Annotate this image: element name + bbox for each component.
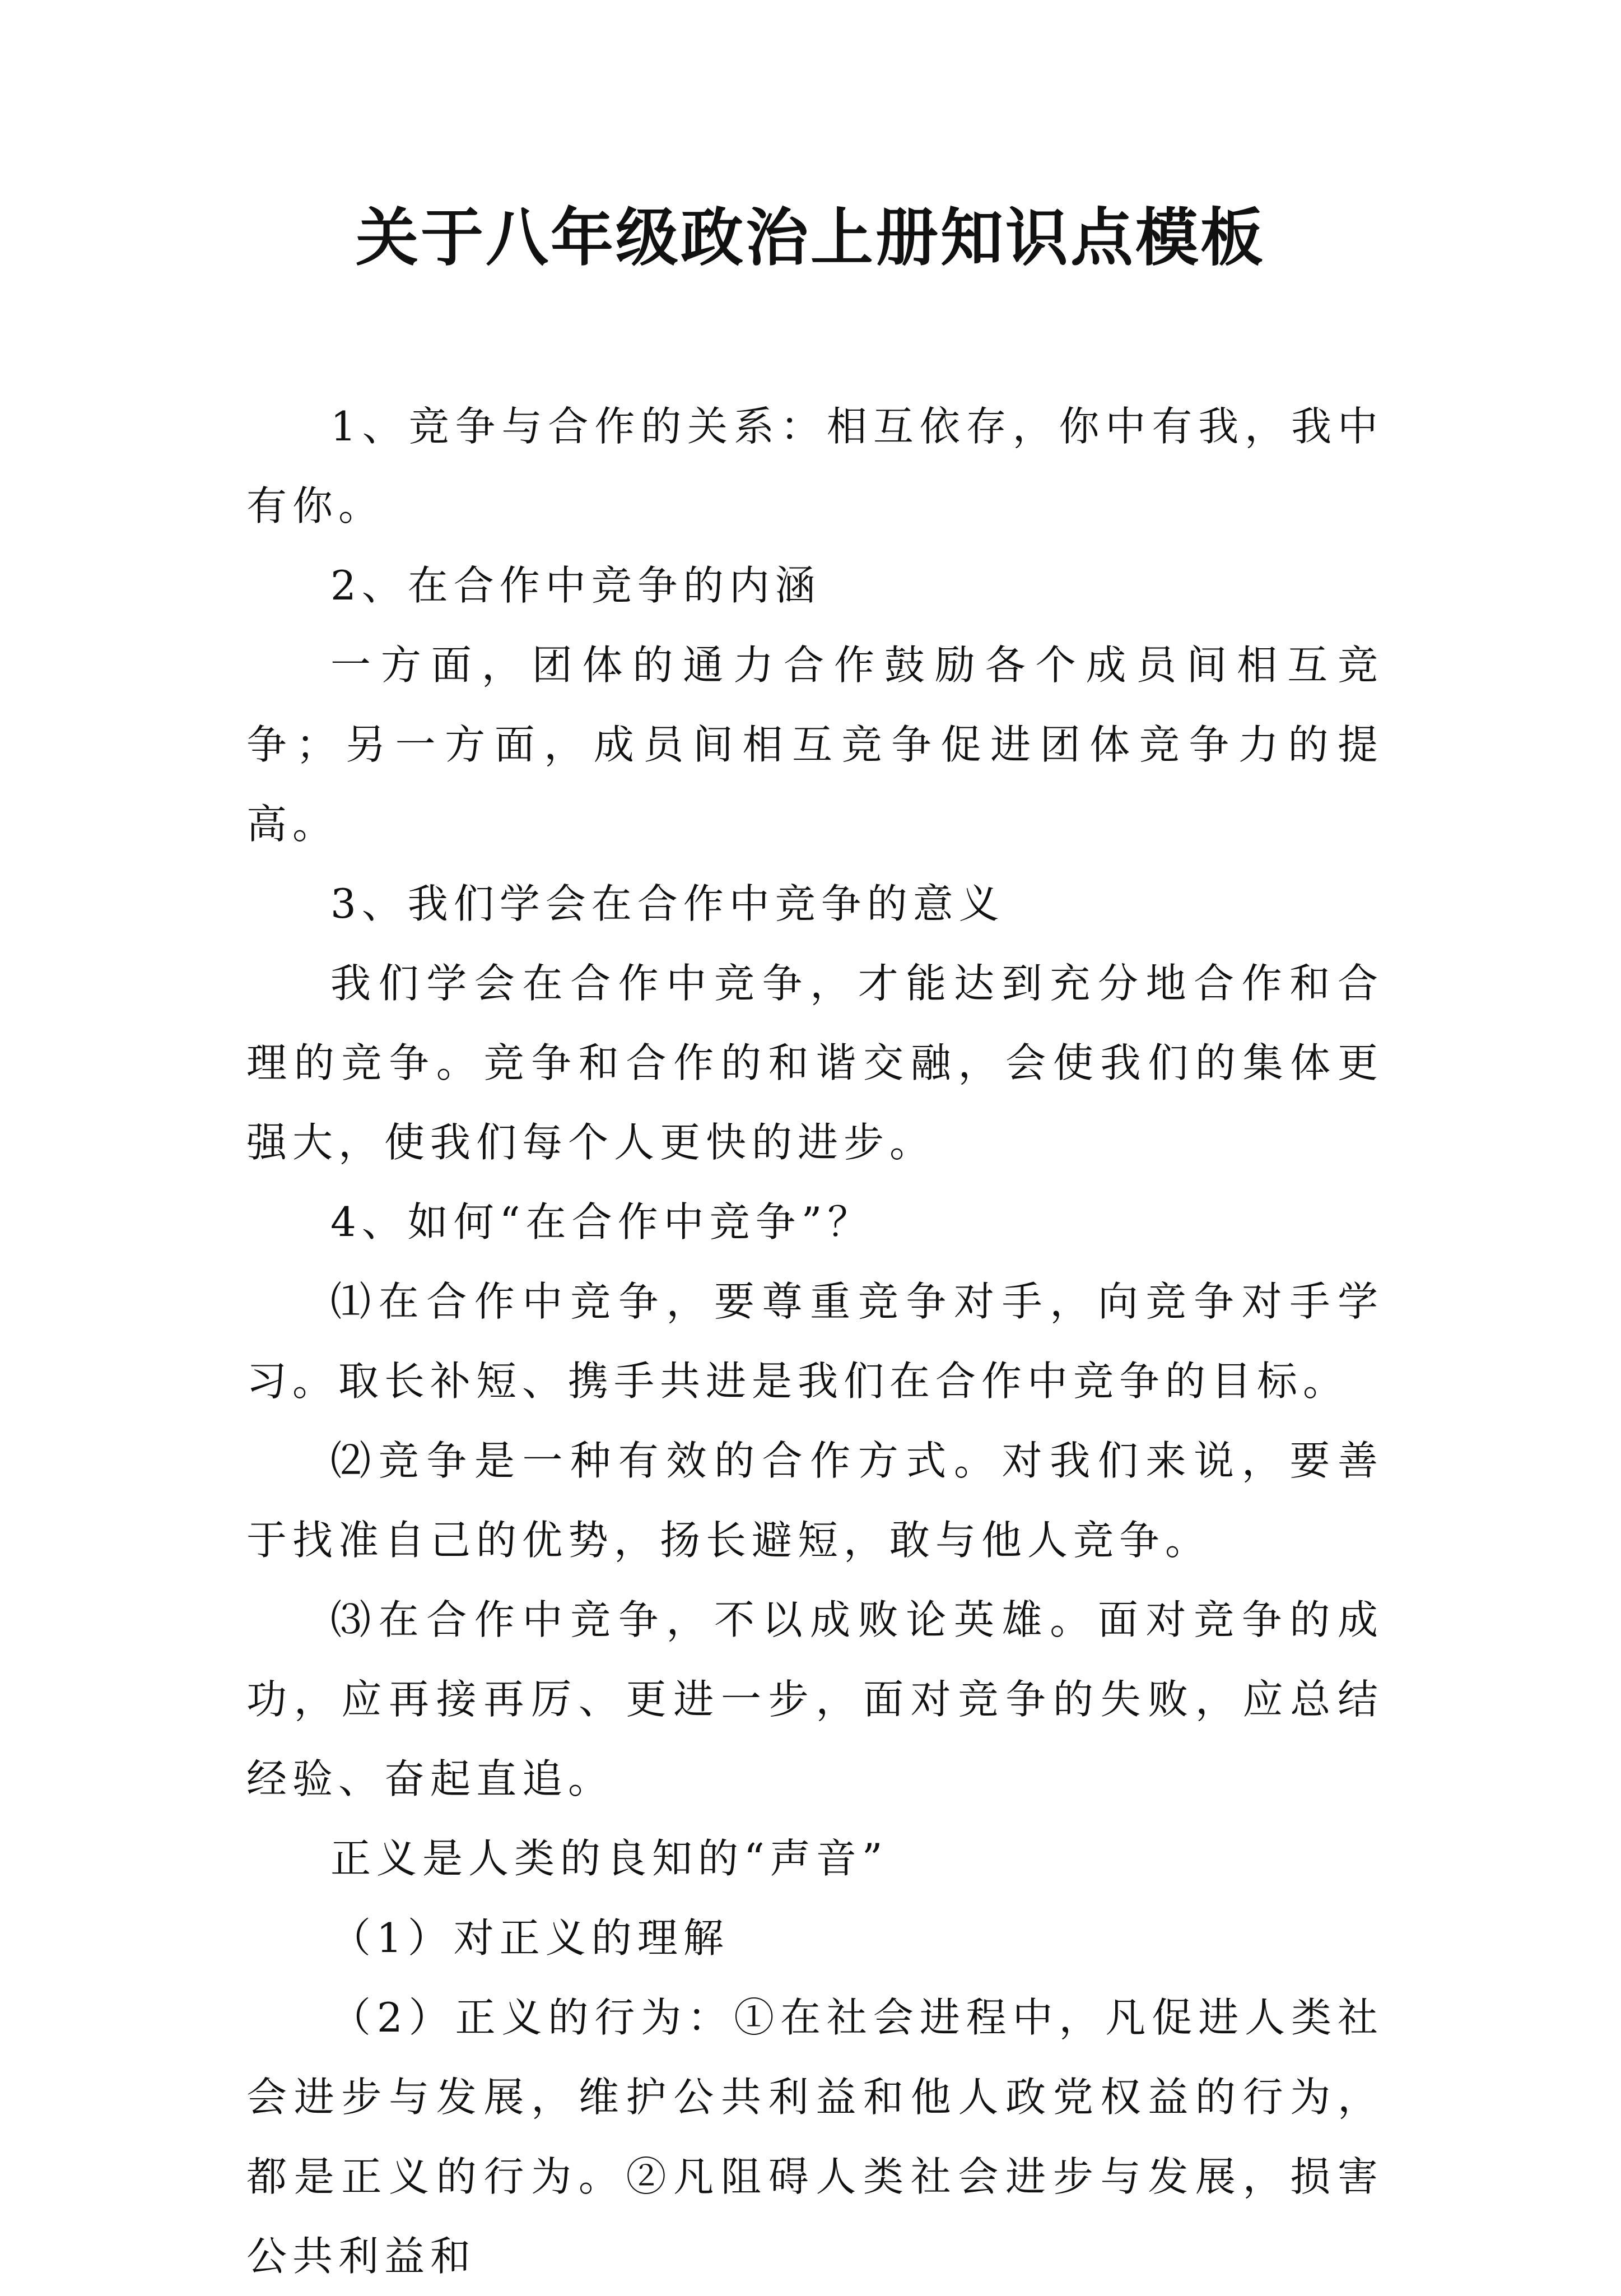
document-body — [246, 387, 1384, 2296]
paragraph-10: 正义是人类的良知的“声音” — [330, 1835, 888, 1882]
paragraph-3: 一方面，团体的通力合作鼓励各个成员间相互竞争；另一方面，成员间相互竞争促进团体竞争力的提高。 — [246, 642, 1384, 848]
paragraph-5: 我们学会在合作中竞争，才能达到充分地合作和合理的竞争。竞争和合作的和谐交融，会使我们的集体更强大，使我们每个人更快的进步。 — [246, 960, 1384, 1166]
paragraph-1: 1、竞争与合作的关系：相互依存，你中有我，我中有你。 — [246, 403, 1384, 529]
paragraph-12: （2）正义的行为：①在社会进程中，凡促进人类社会进步与发展，维护公共利益和他人政党权益的行为，都是正义的行为。②凡阻碍人类社会进步与发展，损害公共利益和 — [246, 1994, 1384, 2280]
paragraph-9: ⑶在合作中竞争，不以成败论英雄。面对竞争的成功，应再接再厉、更进一步，面对竞争的失败，应总结经验、奋起直追。 — [246, 1596, 1384, 1802]
document-title: 关于八年级政治上册知识点模板 — [356, 201, 1265, 275]
paragraph-7: ⑴在合作中竞争，要尊重竞争对手，向竞争对手学习。取长补短、携手共进是我们在合作中竞争的目标。 — [246, 1278, 1384, 1405]
paragraph-6: 4、如何“在合作中竞争”？ — [330, 1198, 874, 1245]
paragraph-2: 2、在合作中竞争的内涵 — [330, 562, 821, 609]
paragraph-8: ⑵竞争是一种有效的合作方式。对我们来说，要善于找准自己的优势，扬长避短，敢与他人竞争。 — [246, 1437, 1384, 1564]
paragraph-11: （1）对正义的理解 — [330, 1914, 729, 1962]
paragraph-4: 3、我们学会在合作中竞争的意义 — [330, 880, 1005, 927]
